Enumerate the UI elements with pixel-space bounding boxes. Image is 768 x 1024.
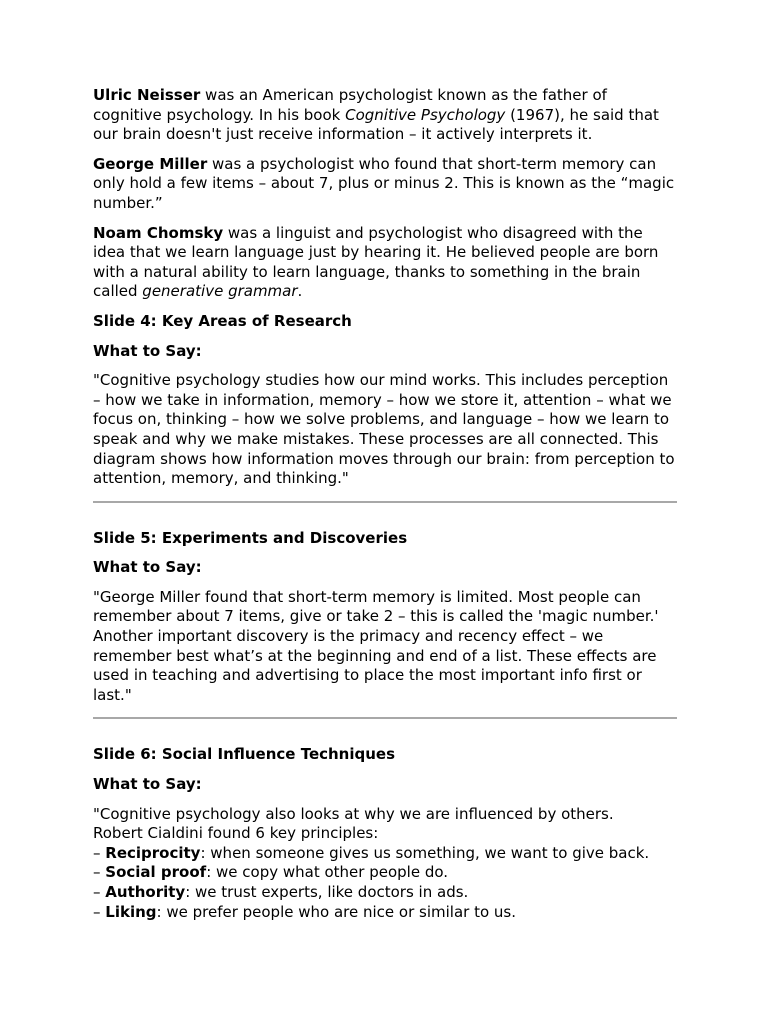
- slide5-quote: [93, 588, 677, 706]
- miller-text: was a psychologist who found that short-term memory can only hold a few items – about 7, plus or minus 2. This is known as the “magic number.”: [93, 154, 675, 212]
- principle-prefix: –: [93, 863, 106, 882]
- slide5-quote-line-2: Another important discovery is the primacy and recency effect – we remember best what’s at the beginning and end of a list. These effects are used in teaching and advertising to place the most important info first or last.": [93, 627, 657, 704]
- chomsky-text-1: was a linguist and psychologist who disagreed with the idea that we learn language just by hearing it. He believed people are born with a natural ability to learn language, thanks to something in the brain called: [93, 223, 659, 301]
- principle-term: Liking: [105, 902, 157, 921]
- neisser-text-2: (1967), he said that our brain doesn't just receive information – it actively interprets it.: [93, 105, 659, 144]
- slide6-heading: Slide 6: Social Influence Techniques: [93, 745, 396, 764]
- name-miller: George Miller: [93, 154, 208, 173]
- paragraph-miller: [93, 155, 677, 214]
- principle-term: Social proof: [105, 863, 207, 882]
- principle-prefix: –: [93, 883, 106, 901]
- slide6-intro-line-2: Robert Cialdini found 6 key principles:: [93, 824, 379, 843]
- principle-prefix: –: [93, 902, 106, 921]
- section-divider: [93, 717, 677, 719]
- book-title: Cognitive Psychology: [345, 105, 506, 124]
- slide4-heading: Slide 4: Key Areas of Research: [93, 311, 352, 330]
- name-neisser: Ulric Neisser: [93, 86, 201, 104]
- principle-desc: : we trust experts, like doctors in ads.: [185, 883, 469, 901]
- principle-desc: : we prefer people who are nice or similar to us.: [156, 902, 516, 921]
- slide4-what-to-say-label: What to Say:: [93, 341, 202, 360]
- neisser-text-1: was an American psychologist known as the father of cognitive psychology. In his book: [93, 86, 607, 124]
- slide6-quote: [93, 805, 677, 923]
- name-chomsky: Noam Chomsky: [93, 223, 224, 242]
- slide6-intro-line-1: "Cognitive psychology also looks at why we are influenced by others.: [93, 804, 614, 823]
- slide6-what-to-say-label: What to Say:: [93, 775, 202, 794]
- principle-item: [93, 883, 677, 903]
- document-content: [93, 86, 677, 932]
- slide4-quote: "Cognitive psychology studies how our mind works. This includes perception – how we take in information, memory – how we store it, attention – what we focus on, thinking – how we solve problems, and language – how we learn to speak and why we make mistakes. These processes are all connected. This diagram shows how information moves through our brain: from perception to attention, memory, and thinking.": [93, 371, 675, 488]
- slide5-heading: Slide 5: Experiments and Discoveries: [93, 528, 408, 547]
- principle-desc: : when someone gives us something, we want to give back.: [200, 843, 650, 862]
- slide5-quote-line-1: "George Miller found that short-term memory is limited. Most people can remember about 7 items, give or take 2 – this is called the 'magic number.': [93, 587, 659, 626]
- principle-item: [93, 903, 677, 923]
- principle-item: [93, 863, 677, 883]
- principle-term: Authority: [105, 883, 186, 901]
- principle-prefix: –: [93, 843, 106, 862]
- principle-item: [93, 844, 677, 864]
- paragraph-neisser: [93, 86, 677, 145]
- term-generative-grammar: generative grammar: [142, 282, 298, 301]
- section-divider: [93, 501, 677, 503]
- chomsky-text-2: .: [297, 282, 303, 301]
- paragraph-chomsky: [93, 224, 677, 302]
- principle-term: Reciprocity: [105, 843, 201, 862]
- principle-desc: : we copy what other people do.: [206, 863, 449, 882]
- slide5-what-to-say-label: What to Say:: [93, 558, 202, 577]
